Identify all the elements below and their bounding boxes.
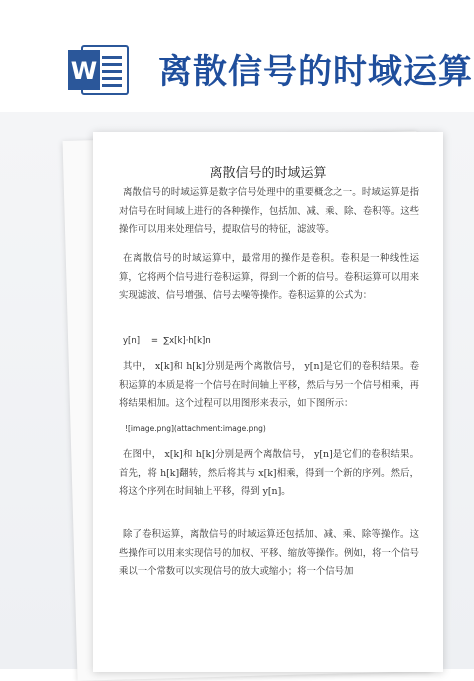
banner	[0, 0, 474, 120]
convolution-formula: y[n] = ∑x[k]·h[k]n	[123, 336, 211, 346]
image-placeholder: ![image.png](attachment:image.png)	[125, 424, 266, 433]
paragraph-other-ops: 除了卷积运算，离散信号的时域运算还包括加、减、乘、除等操作。这些操作可以用来实现信号的加权、平移、缩放等操作。例如，将一个信号乘以一个常数可以实现信号的放大或缩小；将一个信号加	[119, 529, 420, 577]
paragraph-explanation: 其中， x[k]和 h[k]分别是两个离散信号， y[n]是它们的卷积结果。卷积运算的本质是将一个信号在时间轴上平移，然后与另一个信号相乘，再将结果相加。这个过程可以用图形来表示，如下图所示：	[119, 361, 420, 409]
paragraph-convolution: 在离散信号的时域运算中，最常用的操作是卷积。卷积是一种线性运算，它将两个信号进行卷积运算，得到一个新的信号。卷积运算可以用来实现滤波、信号增强、信号去噪等操作。卷积运算的公式为：	[119, 253, 420, 301]
document-page	[93, 132, 443, 672]
document-title: 离散信号的时域运算	[209, 166, 327, 181]
word-document-icon	[68, 44, 132, 96]
banner-title: 离散信号的时域运算	[158, 52, 473, 92]
paragraph-intro: 离散信号的时域运算是数字信号处理中的重要概念之一。时域运算是指对信号在时间域上进行的各种操作，包括加、减、乘、除、卷积等。这些操作可以用来处理信号，提取信号的特征，滤波等。	[119, 187, 420, 235]
paragraph-figure: 在图中， x[k]和 h[k]分别是两个离散信号， y[n]是它们的卷积结果。首先，将 h[k]翻转，然后将其与 x[k]相乘，得到一个新的序列。然后，将这个序列在时间轴上平移，得到 y[n]。	[119, 449, 419, 497]
svg-text:W: W	[70, 57, 98, 85]
